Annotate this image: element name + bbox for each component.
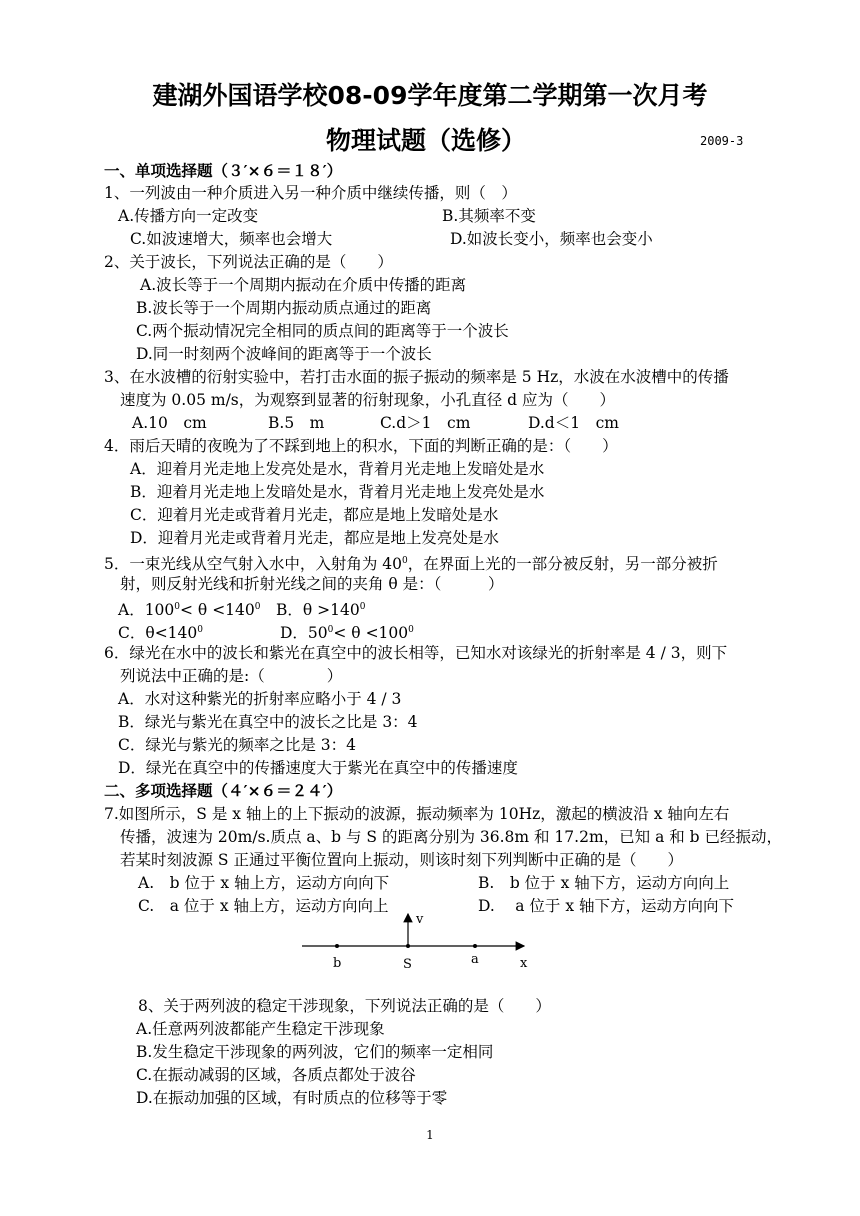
- q6-stem-line2: 列说法中正确的是:（ ）: [120, 667, 343, 685]
- exam-subtitle: 物理试题（选修）: [326, 126, 527, 155]
- q5-option-d: D．$50^0< \theta <100^0$: [280, 624, 414, 643]
- q4-option-c: C．迎着月光走或背着月光走，都应是地上发暗处是水: [130, 506, 499, 524]
- q1-option-a: A.传播方向一定改变: [118, 207, 259, 225]
- section-1-heading: 一、单项选择题（３′×６＝１８′）: [104, 162, 343, 180]
- q5-option-a: A．$100^0< \theta <140^0$: [118, 601, 261, 620]
- q7-option-a: A. b 位于 x 轴上方，运动方向向下: [138, 874, 390, 892]
- q1-option-c: C.如波速增大，频率也会增大: [130, 230, 333, 248]
- label-a: a: [471, 952, 479, 967]
- q5-stem-line2: 射，则反射光线和折射光线之间的夹角 θ 是：（ ）: [120, 575, 504, 593]
- q7-wave-diagram: [300, 910, 540, 974]
- q4-stem: 4．雨后天晴的夜晚为了不踩到地上的积水，下面的判断正确的是：（ ）: [104, 437, 618, 455]
- q2-option-a: A.波长等于一个周期内振动在介质中传播的距离: [140, 276, 467, 294]
- label-x: x: [520, 956, 528, 971]
- q3-option-a: A.10 cm: [132, 414, 207, 432]
- q6-stem-line1: 6．绿光在水中的波长和紫光在真空中的波长相等，已知水对该绿光的折射率是 4 / 3，则下: [104, 644, 728, 662]
- q6-option-b: B．绿光与紫光在真空中的波长之比是 3：4: [118, 713, 418, 731]
- exam-date: 2009-3: [700, 134, 744, 148]
- q4-option-b: B．迎着月光走地上发暗处是水，背着月光走地上发亮处是水: [130, 483, 545, 501]
- q3-stem-line2: 速度为 0.05 m/s，为观察到显著的衍射现象，小孔直径 d 应为（ ）: [120, 391, 616, 409]
- q2-option-c: C.两个振动情况完全相同的质点间的距离等于一个波长: [136, 322, 509, 340]
- q1-option-d: D.如波长变小，频率也会变小: [450, 230, 653, 248]
- point-a: [473, 944, 477, 948]
- q6-option-d: D．绿光在真空中的传播速度大于紫光在真空中的传播速度: [118, 759, 518, 777]
- q7-stem-line2: 传播，波速为 20m/s.质点 a、b 与 S 的距离分别为 36.8m 和 17.2m，已知 a 和 b 已经振动，: [120, 828, 783, 846]
- label-v: v: [416, 912, 424, 927]
- q7-option-c: C. a 位于 x 轴上方，运动方向向上: [138, 897, 389, 915]
- section-2-heading: 二、多项选择题（４′×６＝２４′）: [104, 782, 343, 800]
- q3-option-b: B.5 m: [268, 414, 325, 432]
- q4-option-a: A．迎着月光走地上发亮处是水，背着月光走地上发暗处是水: [130, 460, 545, 478]
- q8-stem: 8、关于两列波的稳定干涉现象，下列说法正确的是（ ）: [138, 997, 551, 1015]
- q8-option-b: B.发生稳定干涉现象的两列波，它们的频率一定相同: [136, 1043, 494, 1061]
- q6-option-a: A．水对这种紫光的折射率应略小于 4 / 3: [118, 690, 402, 708]
- q2-stem: 2、关于波长，下列说法正确的是（ ）: [104, 253, 393, 271]
- q8-option-c: C.在振动减弱的区域，各质点都处于波谷: [136, 1066, 416, 1084]
- q7-option-b: B. b 位于 x 轴下方，运动方向向上: [478, 874, 730, 892]
- q8-option-a: A.任意两列波都能产生稳定干涉现象: [136, 1020, 385, 1038]
- page-number: 1: [426, 1128, 434, 1142]
- q1-option-b: B.其频率不变: [442, 207, 536, 225]
- q7-option-d: D. a 位于 x 轴下方，运动方向向下: [478, 897, 734, 915]
- q2-option-b: B.波长等于一个周期内振动质点通过的距离: [136, 299, 432, 317]
- q1-stem: 1、一列波由一种介质进入另一种介质中继续传播，则（ ）: [104, 184, 517, 202]
- q5-stem-line1: 5．一束光线从空气射入水中，入射角为 $40^0$，在界面上光的一部分被反射，另一部分被折: [104, 555, 718, 574]
- q3-option-d: D.d＜1 cm: [528, 414, 619, 432]
- q7-stem-line3: 若某时刻波源 S 正通过平衡位置向上振动，则该时刻下列判断中正确的是（ ）: [120, 851, 683, 869]
- point-s: [406, 944, 410, 948]
- q3-option-c: C.d＞1 cm: [380, 414, 471, 432]
- q2-option-d: D.同一时刻两个波峰间的距离等于一个波长: [136, 345, 432, 363]
- label-b: b: [333, 956, 342, 971]
- point-b: [335, 944, 339, 948]
- q5-option-b: B．$\theta >140^0$: [276, 601, 366, 620]
- q8-option-d: D.在振动加强的区域，有时质点的位移等于零: [136, 1089, 448, 1107]
- q3-stem-line1: 3、在水波槽的衍射实验中，若打击水面的振子振动的频率是 5 Hz，水波在水波槽中的传播: [104, 368, 729, 386]
- q5-option-c: C．$\theta<140^0$: [118, 624, 203, 643]
- exam-title: 建湖外国语学校08-09学年度第二学期第一次月考: [152, 81, 708, 110]
- q4-option-d: D．迎着月光走或背着月光走，都应是地上发亮处是水: [130, 529, 499, 547]
- q7-stem-line1: 7.如图所示，S 是 x 轴上的上下振动的波源，振动频率为 10Hz，激起的横波沿 x 轴向左右: [104, 805, 730, 823]
- q6-option-c: C．绿光与紫光的频率之比是 3：4: [118, 736, 357, 754]
- label-s: S: [403, 957, 412, 972]
